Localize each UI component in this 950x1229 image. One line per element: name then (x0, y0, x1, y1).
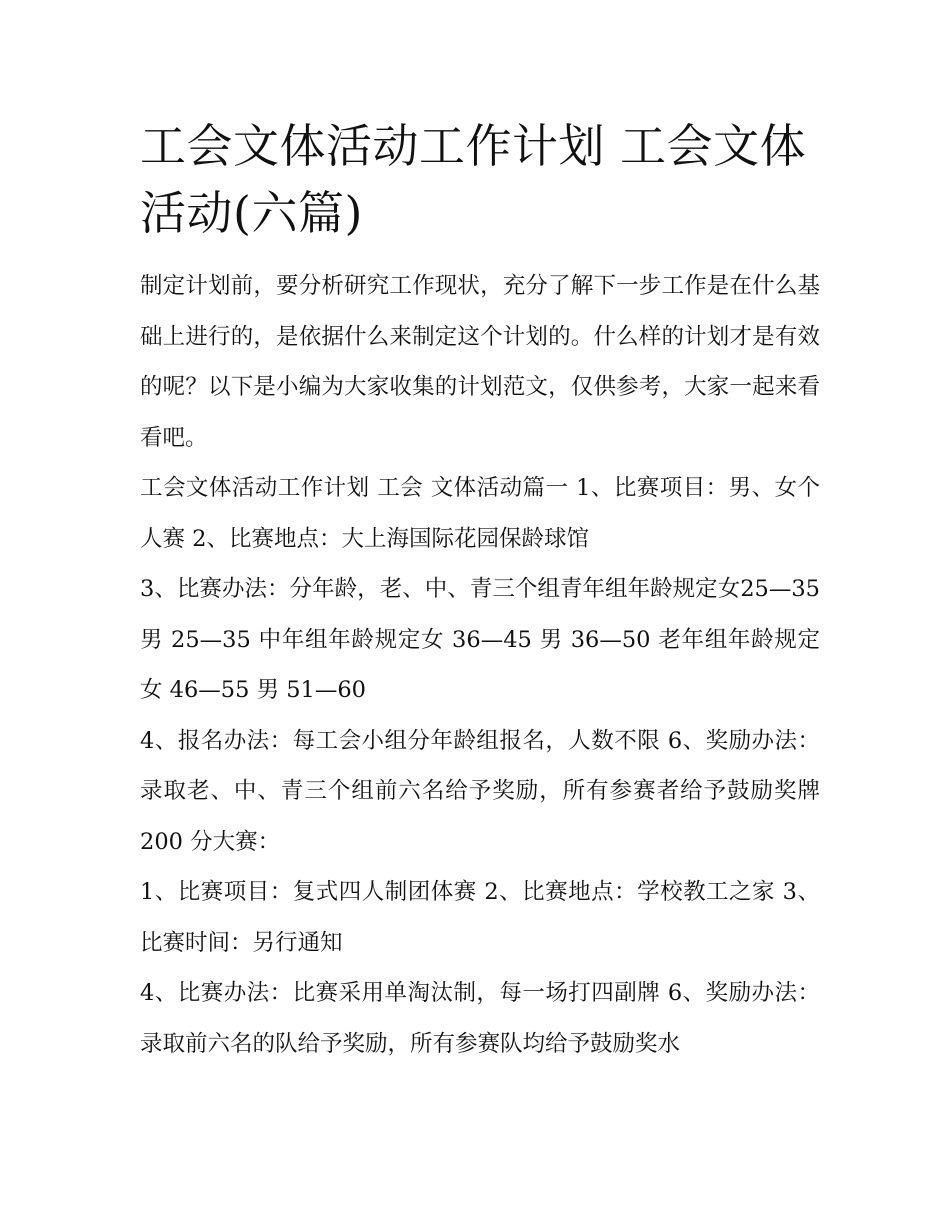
paragraph-intro: 制定计划前，要分析研究工作现状，充分了解下一步工作是在什么基础上进行的，是依据什么来制定这个计划的。什么样的计划才是有效的呢？以下是小编为大家收集的计划范文，仅供参考，大家一起来看看吧。 (140, 273, 820, 451)
paragraph-competition-method: 3、比赛办法：分年龄，老、中、青三个组青年组年龄规定女25—35 男 25—35 中年组年龄规定女 36—45 男 36—50 老年组年龄规定女 46—55 男 51—60 (140, 576, 820, 703)
document-body (140, 113, 820, 1069)
paragraph-section-one: 工会文体活动工作计划 工会 文体活动篇一 1、比赛项目：男、女个人赛 2、比赛地点：大上海国际花园保龄球馆 (140, 475, 820, 552)
paragraph-team-competition: 1、比赛项目：复式四人制团体赛 2、比赛地点：学校教工之家 3、比赛时间：另行通知 (140, 879, 820, 956)
paragraph-registration-awards: 4、报名办法：每工会小组分年龄组报名，人数不限 6、奖励办法：录取老、中、青三个组前六名给予奖励，所有参赛者给予鼓励奖牌 200 分大赛： (140, 727, 820, 855)
paragraph-knockout-awards: 4、比赛办法：比赛采用单淘汰制，每一场打四副牌 6、奖励办法：录取前六名的队给予奖励，所有参赛队均给予鼓励奖水 (140, 980, 820, 1057)
document-title: 工会文体活动工作计划 工会文体活动(六篇) (140, 119, 807, 240)
